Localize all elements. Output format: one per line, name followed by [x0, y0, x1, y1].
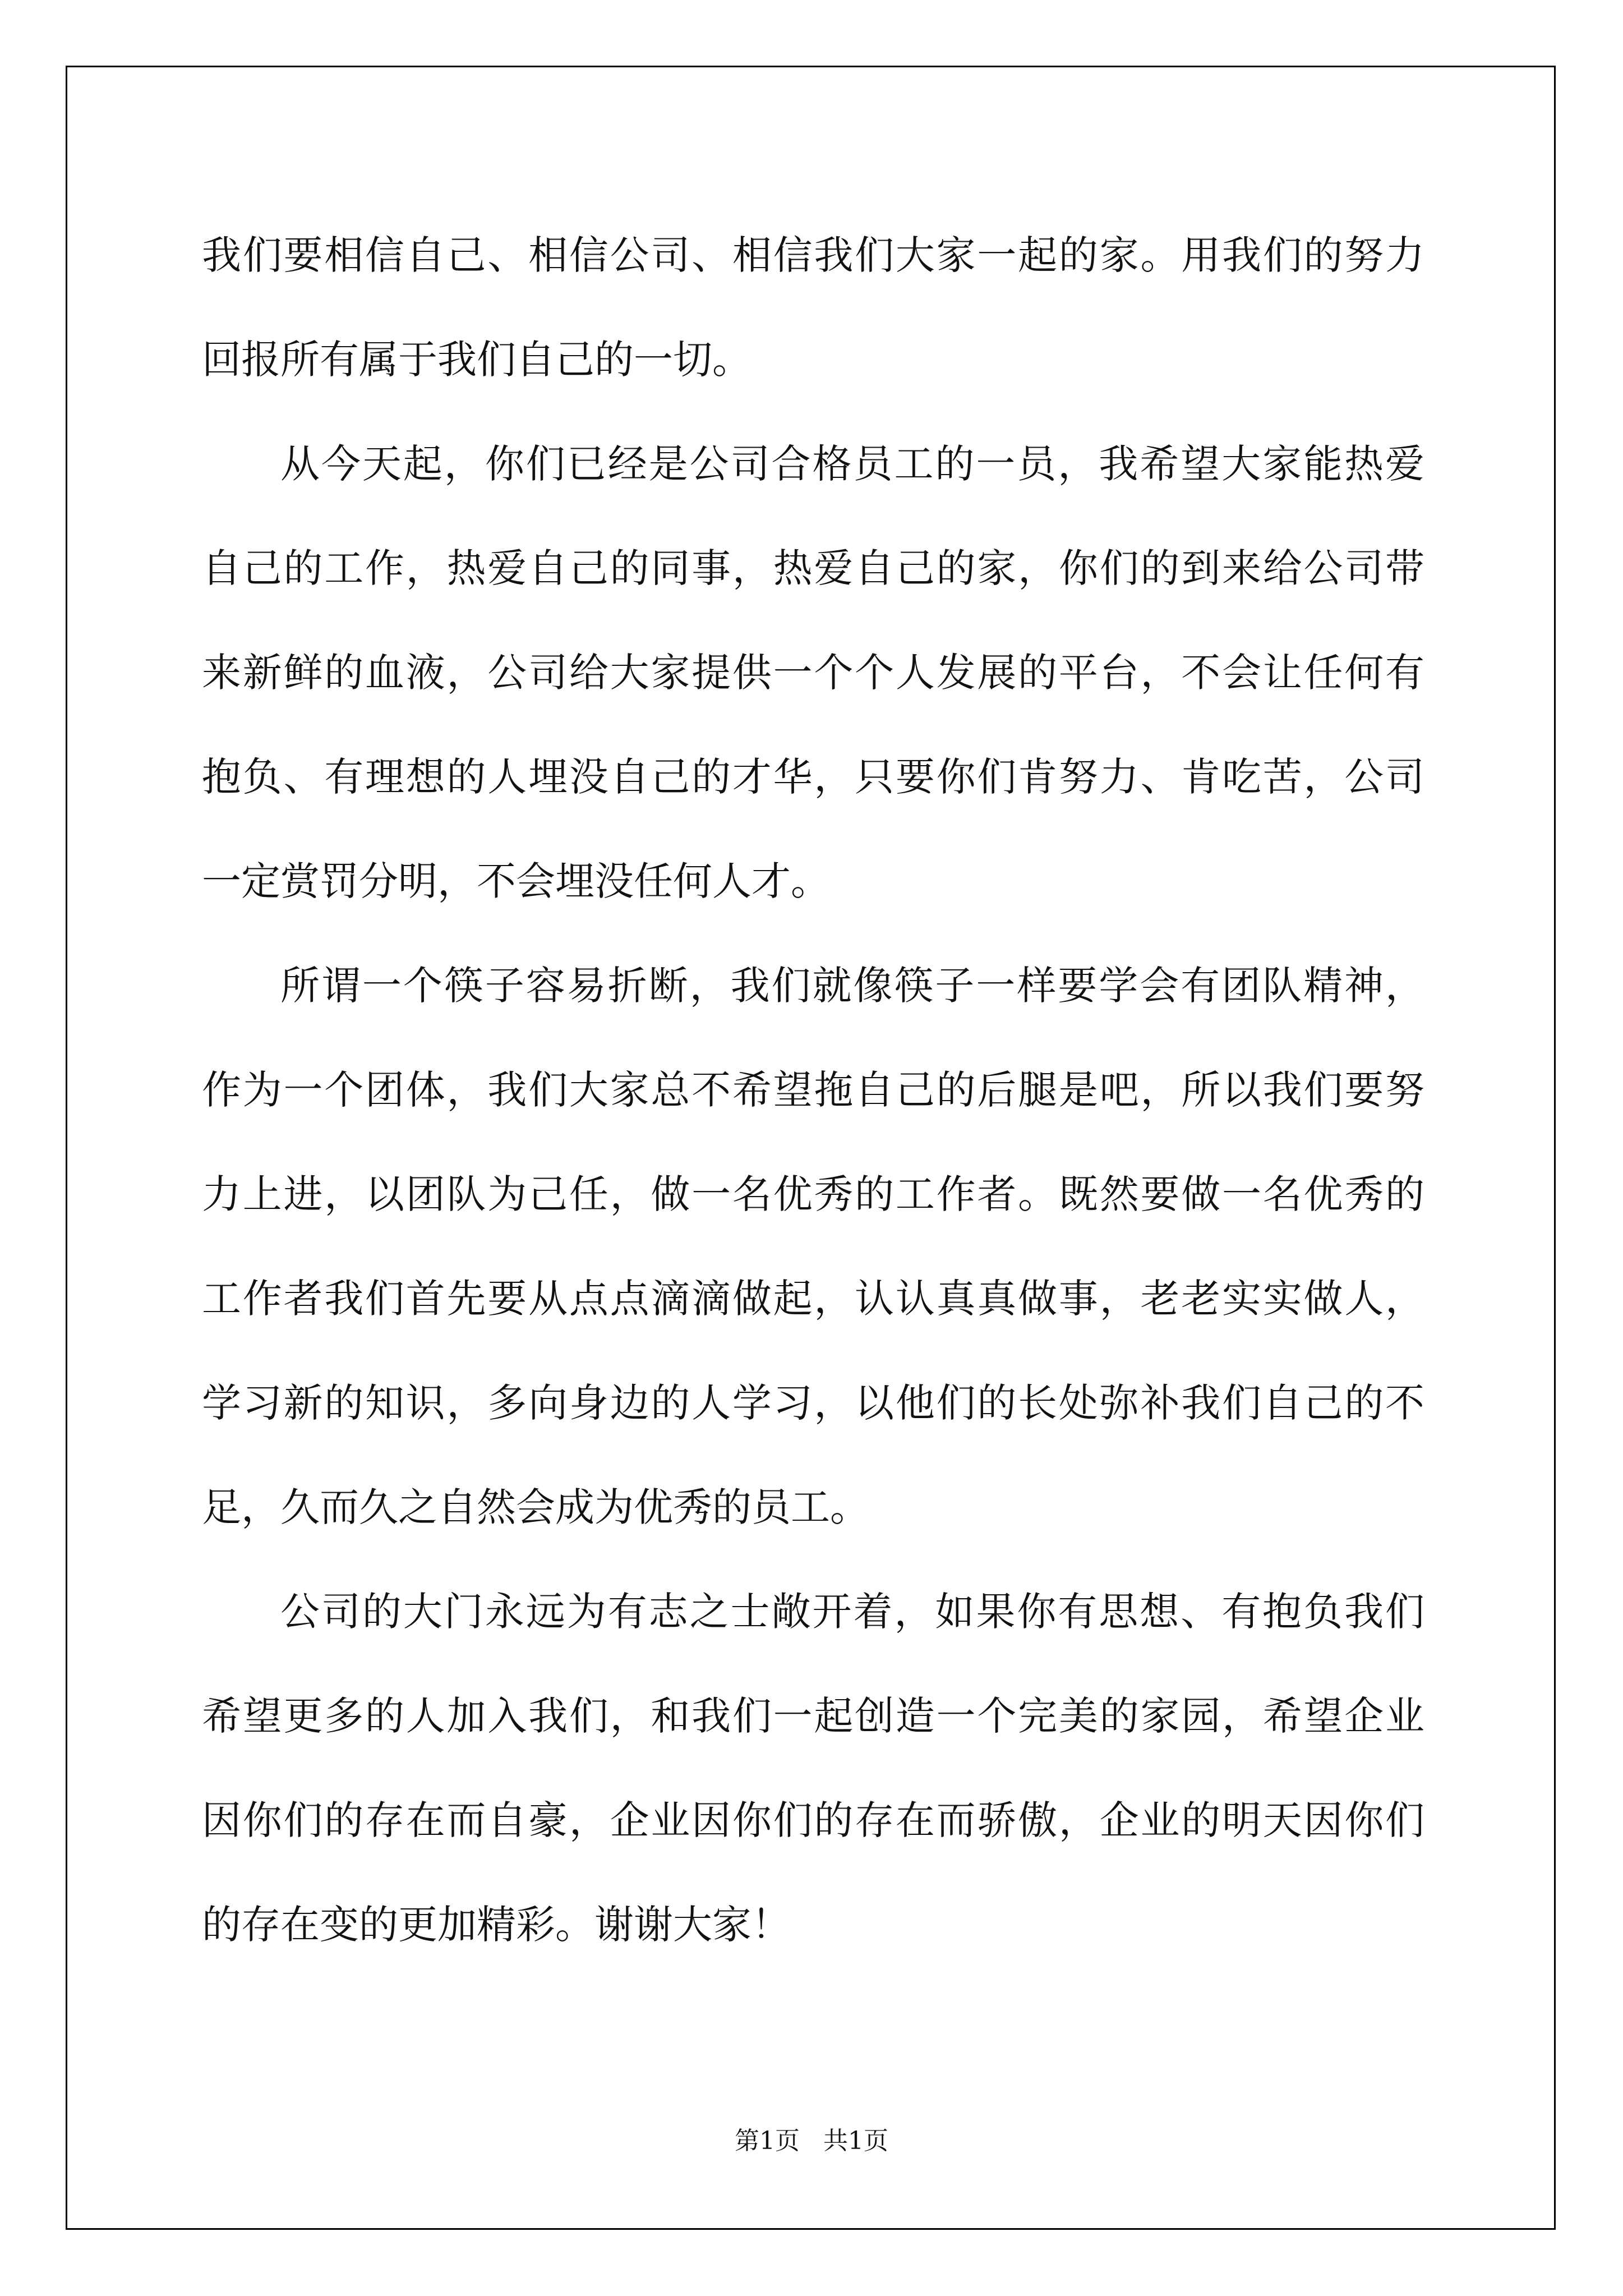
text-line: 抱负、有理想的人埋没自己的才华，只要你们肯努力、肯吃苦，公司 — [202, 754, 1424, 800]
text-line: 足，久而久之自然会成为优秀的员工。 — [202, 1484, 869, 1530]
text-line: 从今天起，你们已经是公司合格员工的一员，我希望大家能热爱 — [280, 441, 1424, 487]
text-line: 公司的大门永远为有志之士敞开着，如果你有思想、有抱负我们 — [280, 1589, 1424, 1635]
text-line: 自己的工作，热爱自己的同事，热爱自己的家，你们的到来给公司带 — [202, 545, 1424, 591]
text-line: 回报所有属于我们自己的一切。 — [202, 337, 751, 383]
text-line: 的存在变的更加精彩。谢谢大家！ — [202, 1902, 791, 1948]
page-footer: 第1页 共1页 — [735, 2127, 888, 2155]
text-line: 一定赏罚分明，不会埋没任何人才。 — [202, 858, 830, 904]
text-line: 力上进，以团队为己任，做一名优秀的工作者。既然要做一名优秀的 — [202, 1171, 1424, 1217]
text-line: 来新鲜的血液，公司给大家提供一个个人发展的平台，不会让任何有 — [202, 650, 1424, 696]
text-line: 希望更多的人加入我们，和我们一起创造一个完美的家园，希望企业 — [202, 1693, 1424, 1739]
text-line: 作为一个团体，我们大家总不希望拖自己的后腿是吧，所以我们要努 — [202, 1067, 1424, 1113]
text-line: 学习新的知识，多向身边的人学习，以他们的长处弥补我们自己的不 — [202, 1380, 1424, 1426]
text-line: 因你们的存在而自豪，企业因你们的存在而骄傲，企业的明天因你们 — [202, 1797, 1424, 1843]
text-line: 我们要相信自己、相信公司、相信我们大家一起的家。用我们的努力 — [202, 232, 1424, 278]
text-line: 所谓一个筷子容易折断，我们就像筷子一样要学会有团队精神， — [280, 963, 1424, 1009]
document-body — [202, 203, 1424, 1977]
text-line: 工作者我们首先要从点点滴滴做起，认认真真做事，老老实实做人， — [202, 1276, 1424, 1322]
